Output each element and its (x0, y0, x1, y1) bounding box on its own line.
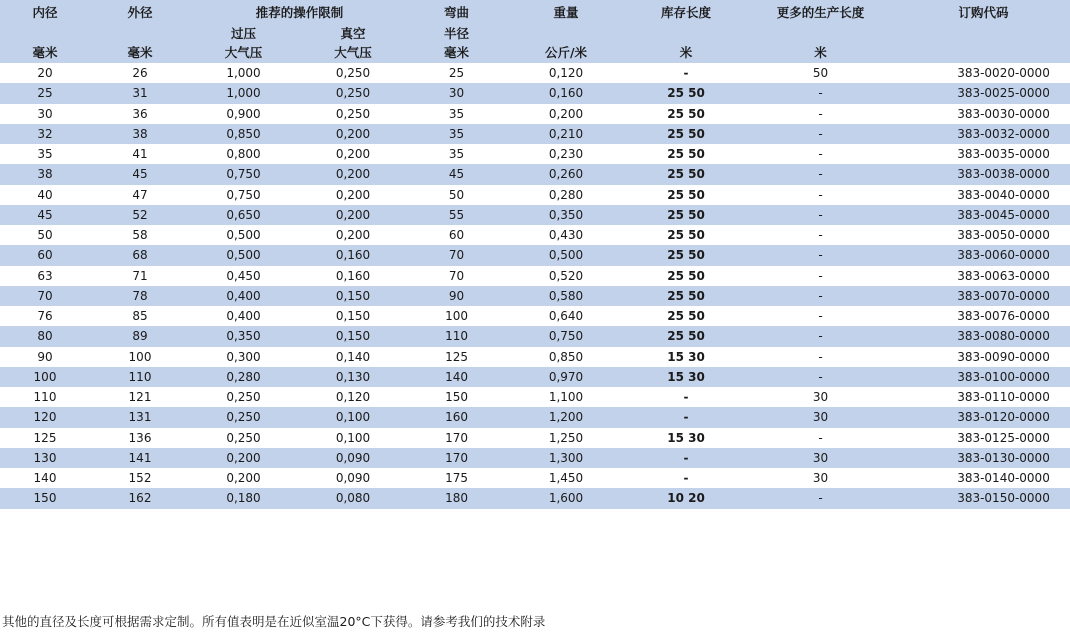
cell-inner-diameter: 30 (37, 106, 53, 121)
cell-inner-diameter: 40 (37, 187, 53, 202)
cell-vacuum: 0,160 (297, 245, 409, 265)
cell-bend-radius: 70 (409, 245, 504, 265)
cell-inner-diameter: 110 (33, 390, 57, 405)
cell-stock-length: 15 30 (667, 349, 705, 364)
cell-overpressure: 0,350 (190, 326, 297, 346)
cell-outer-diameter: 89 (90, 326, 190, 346)
header-inner-diameter: 内径 (0, 0, 90, 24)
cell-more-production-length: - (818, 147, 823, 162)
cell-order-code: 383-0020-0000 (957, 66, 1050, 81)
cell-stock-length: 25 50 (628, 205, 744, 225)
cell-outer-diameter: 121 (128, 390, 152, 405)
cell-overpressure: 0,250 (226, 430, 261, 445)
cell-stock-length: 25 50 (667, 309, 705, 324)
cell-overpressure: 1,000 (226, 66, 261, 81)
cell-vacuum: 0,090 (335, 471, 371, 486)
cell-vacuum: 0,090 (297, 448, 409, 468)
cell-stock-length: 15 30 (667, 430, 705, 445)
cell-order-code: 383-0040-0000 (957, 187, 1050, 202)
cell-order-code: 383-0120-0000 (897, 407, 1070, 427)
cell-bend-radius: 35 (409, 124, 504, 144)
cell-outer-diameter: 71 (132, 268, 148, 283)
table-row (0, 367, 1070, 387)
cell-stock-length: - (628, 448, 744, 468)
cell-bend-radius: 180 (409, 488, 504, 508)
cell-stock-length: 25 50 (628, 286, 744, 306)
cell-vacuum: 0,100 (335, 430, 371, 445)
cell-vacuum: 0,120 (335, 390, 371, 405)
cell-vacuum: 0,250 (335, 106, 371, 121)
cell-more-production-length: - (744, 488, 897, 508)
header-empty (897, 24, 1070, 43)
header-overpressure: 过压 (190, 24, 297, 43)
cell-bend-radius: 175 (445, 471, 468, 486)
cell-order-code: 383-0125-0000 (957, 430, 1050, 445)
cell-weight: 0,500 (504, 245, 628, 265)
cell-bend-radius: 110 (409, 326, 504, 346)
cell-inner-diameter: 32 (0, 124, 90, 144)
cell-bend-radius: 150 (445, 390, 468, 405)
header-more-production-length: 更多的生产长度 (744, 0, 897, 24)
cell-order-code: 383-0063-0000 (957, 268, 1050, 283)
cell-bend-radius: 160 (409, 407, 504, 427)
cell-vacuum: 0,200 (297, 124, 409, 144)
cell-outer-diameter: 141 (90, 448, 190, 468)
cell-stock-length: - (683, 390, 689, 405)
cell-overpressure: 0,500 (226, 228, 261, 243)
header-empty (897, 43, 1070, 63)
cell-weight: 0,120 (548, 66, 584, 81)
cell-order-code: 383-0060-0000 (897, 245, 1070, 265)
cell-outer-diameter: 136 (128, 430, 152, 445)
cell-order-code: 383-0032-0000 (897, 124, 1070, 144)
header-empty (504, 24, 628, 43)
cell-order-code: 383-0130-0000 (897, 448, 1070, 468)
cell-weight: 0,350 (504, 205, 628, 225)
table-row (0, 387, 1070, 407)
cell-weight: 1,600 (504, 488, 628, 508)
cell-order-code: 383-0100-0000 (897, 367, 1070, 387)
cell-bend-radius: 35 (448, 147, 465, 162)
table-row (0, 225, 1070, 245)
cell-stock-length: 25 50 (667, 187, 705, 202)
cell-order-code: 383-0038-0000 (897, 164, 1070, 184)
cell-weight: 0,160 (504, 83, 628, 103)
cell-more-production-length: - (744, 124, 897, 144)
table-row (0, 326, 1070, 346)
cell-inner-diameter: 140 (33, 471, 57, 486)
table-row (0, 164, 1070, 184)
cell-outer-diameter: 38 (90, 124, 190, 144)
cell-more-production-length: - (744, 164, 897, 184)
cell-weight: 0,280 (548, 187, 584, 202)
cell-order-code: 383-0110-0000 (957, 390, 1050, 405)
cell-more-production-length: 30 (812, 390, 829, 405)
cell-vacuum: 0,250 (297, 83, 409, 103)
cell-stock-length: 25 50 (628, 83, 744, 103)
unit-overpressure: 大气压 (190, 43, 297, 63)
cell-more-production-length: 30 (744, 407, 897, 427)
header-vacuum: 真空 (297, 24, 409, 43)
cell-inner-diameter: 38 (0, 164, 90, 184)
cell-bend-radius: 100 (445, 309, 468, 324)
cell-outer-diameter: 85 (132, 309, 148, 324)
cell-vacuum: 0,150 (297, 286, 409, 306)
cell-overpressure: 0,800 (226, 147, 261, 162)
cell-overpressure: 0,900 (226, 106, 261, 121)
cell-outer-diameter: 78 (90, 286, 190, 306)
cell-vacuum: 0,200 (297, 205, 409, 225)
cell-inner-diameter: 45 (0, 205, 90, 225)
cell-outer-diameter: 100 (128, 349, 152, 364)
cell-more-production-length: 50 (812, 66, 829, 81)
cell-stock-length: - (683, 471, 689, 486)
header-stock-length: 库存长度 (628, 0, 744, 24)
cell-outer-diameter: 36 (132, 106, 148, 121)
unit-outer-diameter: 毫米 (90, 43, 190, 63)
cell-weight: 0,850 (548, 349, 584, 364)
cell-bend-radius: 50 (448, 187, 465, 202)
cell-inner-diameter: 130 (0, 448, 90, 468)
table-row (0, 205, 1070, 225)
cell-inner-diameter: 120 (0, 407, 90, 427)
cell-stock-length: - (683, 66, 689, 81)
header-operating-limits: 推荐的操作限制 (190, 0, 409, 24)
table-row (0, 347, 1070, 367)
cell-stock-length: 25 50 (628, 124, 744, 144)
cell-weight: 1,450 (548, 471, 584, 486)
cell-inner-diameter: 50 (37, 228, 53, 243)
cell-order-code: 383-0045-0000 (897, 205, 1070, 225)
cell-outer-diameter: 131 (90, 407, 190, 427)
cell-weight: 1,300 (504, 448, 628, 468)
table-row (0, 185, 1070, 205)
cell-bend-radius: 170 (409, 448, 504, 468)
table-row (0, 144, 1070, 164)
cell-outer-diameter: 26 (132, 66, 148, 81)
unit-stock-length: 米 (628, 43, 744, 63)
cell-vacuum: 0,200 (335, 147, 371, 162)
cell-inner-diameter: 90 (37, 349, 53, 364)
cell-overpressure: 0,650 (190, 205, 297, 225)
cell-overpressure: 0,500 (190, 245, 297, 265)
cell-more-production-length: - (744, 326, 897, 346)
cell-more-production-length: - (818, 309, 823, 324)
cell-outer-diameter: 110 (90, 367, 190, 387)
cell-overpressure: 0,450 (226, 268, 261, 283)
header-order-code: 订购代码 (897, 0, 1070, 24)
cell-vacuum: 0,200 (297, 164, 409, 184)
cell-more-production-length: - (744, 245, 897, 265)
cell-overpressure: 0,250 (226, 390, 261, 405)
cell-weight: 0,970 (504, 367, 628, 387)
cell-more-production-length: - (744, 367, 897, 387)
cell-more-production-length: - (744, 83, 897, 103)
cell-outer-diameter: 47 (132, 187, 148, 202)
table-row (0, 83, 1070, 103)
cell-overpressure: 0,200 (226, 471, 261, 486)
cell-inner-diameter: 125 (33, 430, 57, 445)
cell-weight: 0,520 (548, 268, 584, 283)
cell-outer-diameter: 31 (90, 83, 190, 103)
cell-bend-radius: 125 (445, 349, 468, 364)
cell-more-production-length: - (744, 286, 897, 306)
footnote: 其他的直径及长度可根据需求定制。所有值表明是在近似室温20°C下获得。请参考我们的技术附录 (2, 614, 546, 629)
header-radius: 半径 (409, 24, 504, 43)
cell-bend-radius: 30 (409, 83, 504, 103)
cell-inner-diameter: 25 (0, 83, 90, 103)
unit-more-production-length: 米 (744, 43, 897, 63)
table-row (0, 266, 1070, 286)
table-body (0, 63, 1070, 509)
unit-bend-radius: 毫米 (409, 43, 504, 63)
cell-overpressure: 1,000 (190, 83, 297, 103)
cell-more-production-length: 30 (744, 448, 897, 468)
cell-order-code: 383-0025-0000 (897, 83, 1070, 103)
cell-stock-length: 25 50 (628, 164, 744, 184)
cell-more-production-length: - (818, 349, 823, 364)
cell-weight: 0,200 (548, 106, 584, 121)
cell-outer-diameter: 45 (90, 164, 190, 184)
cell-more-production-length: 30 (812, 471, 829, 486)
cell-order-code: 383-0050-0000 (957, 228, 1050, 243)
cell-bend-radius: 90 (409, 286, 504, 306)
cell-order-code: 383-0080-0000 (897, 326, 1070, 346)
header-weight: 重量 (504, 0, 628, 24)
table-header (0, 0, 1070, 63)
table-row (0, 124, 1070, 144)
cell-stock-length: 15 30 (628, 367, 744, 387)
cell-more-production-length: - (818, 187, 823, 202)
cell-inner-diameter: 80 (0, 326, 90, 346)
cell-vacuum: 0,250 (335, 66, 371, 81)
cell-overpressure: 0,750 (226, 187, 261, 202)
cell-overpressure: 0,750 (190, 164, 297, 184)
cell-overpressure: 0,400 (226, 309, 261, 324)
cell-overpressure: 0,250 (190, 407, 297, 427)
cell-order-code: 383-0140-0000 (957, 471, 1050, 486)
cell-stock-length: 25 50 (667, 228, 705, 243)
cell-inner-diameter: 60 (0, 245, 90, 265)
table-row (0, 306, 1070, 326)
cell-inner-diameter: 20 (37, 66, 53, 81)
table-row (0, 407, 1070, 427)
header-empty (628, 24, 744, 43)
cell-weight: 0,640 (548, 309, 584, 324)
unit-inner-diameter: 毫米 (0, 43, 90, 63)
cell-vacuum: 0,150 (335, 309, 371, 324)
cell-vacuum: 0,150 (297, 326, 409, 346)
cell-weight: 0,230 (548, 147, 584, 162)
cell-more-production-length: - (818, 430, 823, 445)
cell-vacuum: 0,130 (297, 367, 409, 387)
cell-overpressure: 0,300 (226, 349, 261, 364)
cell-inner-diameter: 63 (37, 268, 53, 283)
table-row (0, 468, 1070, 488)
cell-inner-diameter: 70 (0, 286, 90, 306)
cell-weight: 0,750 (504, 326, 628, 346)
cell-vacuum: 0,200 (335, 187, 371, 202)
cell-more-production-length: - (744, 205, 897, 225)
cell-stock-length: 25 50 (628, 326, 744, 346)
cell-overpressure: 0,200 (190, 448, 297, 468)
cell-order-code: 383-0035-0000 (957, 147, 1050, 162)
table-row (0, 286, 1070, 306)
table-row (0, 448, 1070, 468)
header-empty (744, 24, 897, 43)
cell-inner-diameter: 35 (37, 147, 53, 162)
cell-order-code: 383-0030-0000 (957, 106, 1050, 121)
cell-inner-diameter: 76 (37, 309, 53, 324)
cell-order-code: 383-0090-0000 (957, 349, 1050, 364)
cell-bend-radius: 140 (409, 367, 504, 387)
table-row (0, 488, 1070, 508)
cell-weight: 1,100 (548, 390, 584, 405)
table-row (0, 63, 1070, 83)
cell-bend-radius: 25 (448, 66, 465, 81)
cell-outer-diameter: 68 (90, 245, 190, 265)
cell-bend-radius: 35 (448, 106, 465, 121)
cell-vacuum: 0,160 (335, 268, 371, 283)
cell-vacuum: 0,100 (297, 407, 409, 427)
table-row (0, 428, 1070, 448)
cell-order-code: 383-0150-0000 (897, 488, 1070, 508)
cell-more-production-length: - (818, 228, 823, 243)
header-outer-diameter: 外径 (90, 0, 190, 24)
cell-stock-length: 25 50 (667, 147, 705, 162)
cell-stock-length: 25 50 (667, 268, 705, 283)
cell-vacuum: 0,080 (297, 488, 409, 508)
cell-bend-radius: 55 (409, 205, 504, 225)
cell-weight: 1,200 (504, 407, 628, 427)
cell-stock-length: 10 20 (628, 488, 744, 508)
cell-stock-length: 25 50 (628, 245, 744, 265)
cell-overpressure: 0,850 (190, 124, 297, 144)
header-empty (0, 24, 90, 43)
cell-bend-radius: 45 (409, 164, 504, 184)
cell-inner-diameter: 150 (0, 488, 90, 508)
cell-bend-radius: 170 (445, 430, 468, 445)
cell-order-code: 383-0076-0000 (957, 309, 1050, 324)
cell-bend-radius: 60 (448, 228, 465, 243)
unit-weight: 公斤/米 (504, 43, 628, 63)
header-empty (90, 24, 190, 43)
table-row (0, 104, 1070, 124)
cell-outer-diameter: 52 (90, 205, 190, 225)
cell-weight: 0,260 (504, 164, 628, 184)
cell-overpressure: 0,180 (190, 488, 297, 508)
cell-weight: 0,430 (548, 228, 584, 243)
table-row (0, 245, 1070, 265)
cell-inner-diameter: 100 (0, 367, 90, 387)
cell-outer-diameter: 58 (132, 228, 148, 243)
cell-weight: 0,210 (504, 124, 628, 144)
cell-stock-length: 25 50 (667, 106, 705, 121)
cell-order-code: 383-0070-0000 (897, 286, 1070, 306)
cell-weight: 1,250 (548, 430, 584, 445)
cell-vacuum: 0,140 (335, 349, 371, 364)
cell-more-production-length: - (818, 106, 823, 121)
unit-vacuum: 大气压 (297, 43, 409, 63)
cell-weight: 0,580 (504, 286, 628, 306)
cell-overpressure: 0,280 (190, 367, 297, 387)
cell-vacuum: 0,200 (335, 228, 371, 243)
cell-stock-length: - (628, 407, 744, 427)
header-bend: 弯曲 (409, 0, 504, 24)
cell-overpressure: 0,400 (190, 286, 297, 306)
cell-outer-diameter: 152 (128, 471, 152, 486)
cell-outer-diameter: 162 (90, 488, 190, 508)
cell-bend-radius: 70 (448, 268, 465, 283)
cell-more-production-length: - (818, 268, 823, 283)
cell-outer-diameter: 41 (132, 147, 148, 162)
